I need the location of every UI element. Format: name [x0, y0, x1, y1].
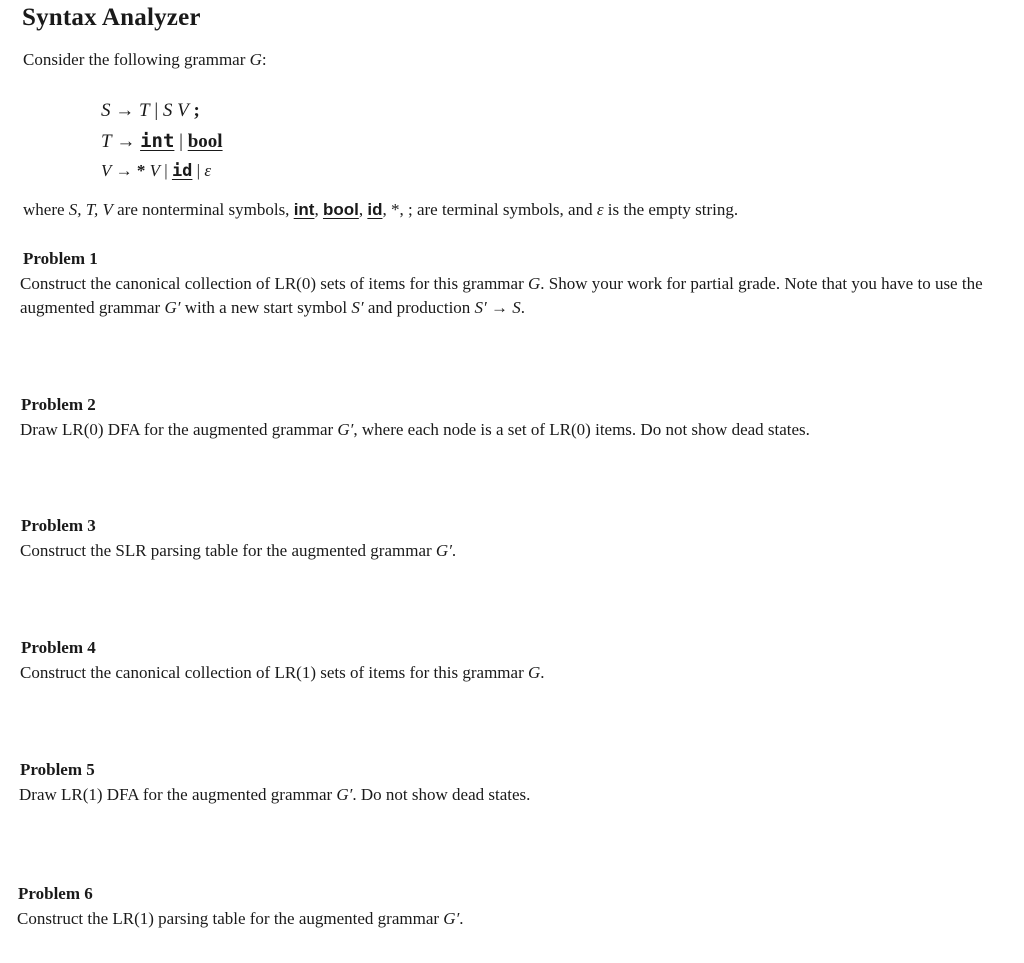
- problem-5-title: Problem 5: [20, 760, 95, 779]
- problem-1-text: Construct the canonical collection of LR(0) sets of items for this grammar G. Show your work for partial grade. Note that you have to use the augmented grammar G′ with a new start symbol S′ and production S′ → S.: [20, 274, 983, 317]
- problem-2-title: Problem 2: [21, 395, 96, 414]
- grammar-rule-s: S → T | S V ;: [101, 100, 200, 121]
- problem-4-text: Construct the canonical collection of LR(1) sets of items for this grammar G.: [20, 663, 545, 682]
- problem-3-title: Problem 3: [21, 516, 96, 535]
- grammar-rule-v: V → * V | id | ε: [101, 161, 212, 181]
- problem-3-text: Construct the SLR parsing table for the augmented grammar G′.: [20, 541, 457, 560]
- intro-text: Consider the following grammar G:: [23, 50, 267, 69]
- problem-4-title: Problem 4: [21, 638, 96, 657]
- problem-5-text: Draw LR(1) DFA for the augmented grammar G′. Do not show dead states.: [19, 785, 531, 804]
- problem-6-text: Construct the LR(1) parsing table for the augmented grammar G′.: [17, 909, 464, 928]
- grammar-rule-t: T → int | bool: [101, 130, 223, 152]
- problem-1-title: Problem 1: [23, 249, 98, 268]
- problem-6-title: Problem 6: [18, 884, 93, 903]
- grammar-block: [101, 96, 223, 186]
- symbols-description: where S, T, V are nonterminal symbols, int, bool, id, *, ; are terminal symbols, and ε is the empty string.: [23, 200, 739, 219]
- page-title: Syntax Analyzer: [22, 4, 201, 31]
- problem-2-text: Draw LR(0) DFA for the augmented grammar G′, where each node is a set of LR(0) items. Do not show dead states.: [20, 420, 810, 439]
